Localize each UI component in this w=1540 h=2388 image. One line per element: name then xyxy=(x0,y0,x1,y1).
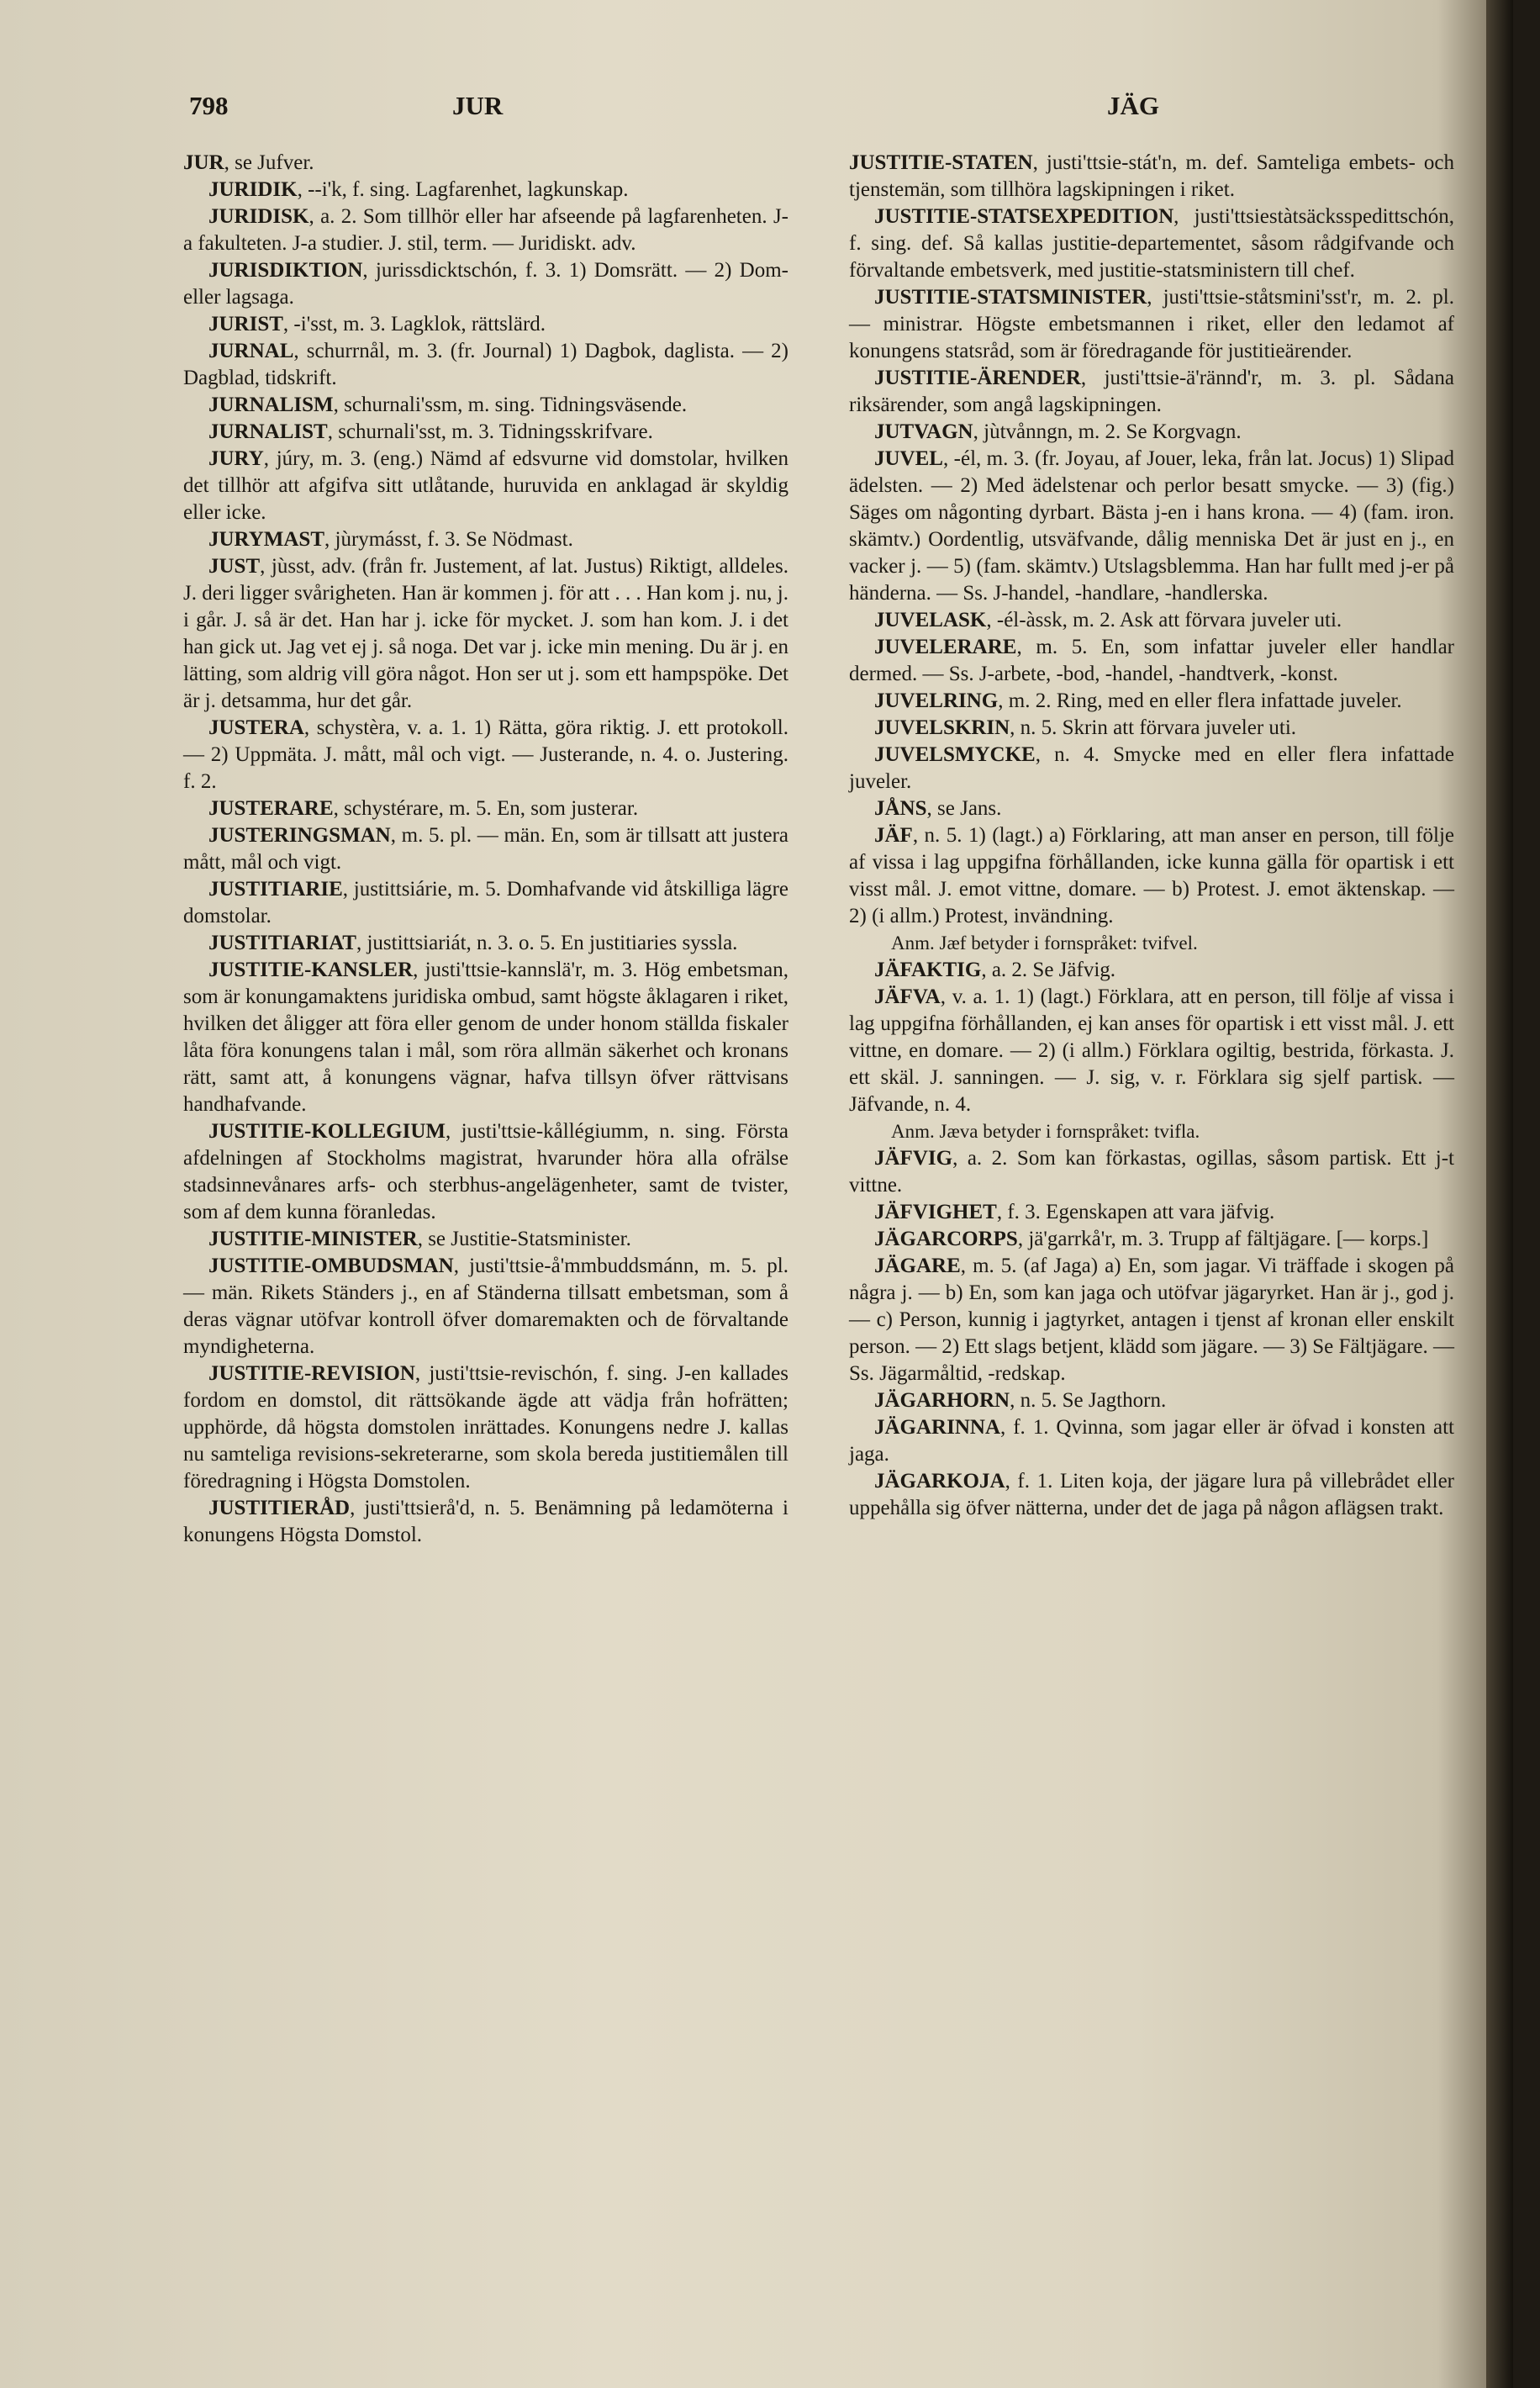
entry: JUSTITIE-REVISION, justi'ttsie-revischón, f. sing. J-en kallades fordom en domstol, dit rättsökande ägde att vädja från hofrätten; upphörde, då högsta domstolen inrättades. Konungens nedre J. kallas nu samteliga revisions-sekreterarne, som skola bereda justitiemålen till föredragning i Högsta Domstolen. xyxy=(183,1362,788,1492)
entry: JÄGARCORPS, jä'garrkå'r, m. 3. Trupp af fältjägare. [— korps.] xyxy=(874,1228,1429,1250)
left-column xyxy=(183,150,788,1549)
entry: JUSTITIE-STATEN, justi'ttsie-stát'n, m. def. Samteliga embets- och tjenstemän, som tillhöra lagskipningen i riket. xyxy=(849,151,1454,201)
entry: JUSTITIERÅD, justi'ttsierå'd, n. 5. Benämning på ledamöterna i konungens Högsta Domstol. xyxy=(183,1497,788,1546)
entry: JUSTITIE-ÄRENDER, justi'ttsie-ä'rännd'r, m. 3. pl. Sådana riksärender, som angå lagskipningen. xyxy=(849,367,1454,416)
entry: JÄFVA, v. a. 1. 1) (lagt.) Förklara, att en person, till följe af vissa i lag uppgifna förhållanden, ej kan anses för opartisk i ett visst mål. J. ett vittne, en domare. — 2) (i allm.) Förklara ogiltig, bestrida, förkasta. J. ett skäl. J. sanningen. — J. sig, v. r. Förklara sig sjelf partisk. — Jäfvande, n. 4. xyxy=(849,985,1454,1116)
right-running-head: JÄG xyxy=(1107,91,1159,120)
entry: JUSTITIE-STATSMINISTER, justi'ttsie-ståtsmini'sst'r, m. 2. pl. — ministrar. Högste embetsmannen i riket, eller den ledamot af konungens statsråd, som är föredragande för justitieärender. xyxy=(849,286,1454,362)
entry: JURNALISM, schurnali'ssm, m. sing. Tidningsväsende. xyxy=(208,394,688,416)
entry: JUSTITIE-MINISTER, se Justitie-Statsminister. xyxy=(208,1228,631,1250)
entry: JUSTITIE-OMBUDSMAN, justi'ttsie-å'mmbuddsmánn, m. 5. pl. — män. Rikets Ständers j., en af Ständerna tillsatt embetsman, som å deras vägnar utöfvar kontroll öfver domaremakten och de förvaltande myndigheterna. xyxy=(183,1255,788,1358)
book-spine-shadow xyxy=(1486,0,1513,2388)
entry: JUVELSKRIN, n. 5. Skrin att förvara juveler uti. xyxy=(874,716,1297,739)
left-running-head: JUR xyxy=(452,91,504,120)
entry: JUSTERA, schystèra, v. a. 1. 1) Rätta, göra riktig. J. ett protokoll. — 2) Uppmäta. J. mått, mål och vigt. — Justerande, n. 4. o. Justering. f. 2. xyxy=(183,716,788,793)
entry: JUVELSMYCKE, n. 4. Smycke med en eller flera infattade juveler. xyxy=(849,743,1454,793)
entry: JUSTERINGSMAN, m. 5. pl. — män. En, som är tillsatt att justera mått, mål och vigt. xyxy=(183,824,788,874)
entry: JURIST, -i'sst, m. 3. Lagklok, rättslärd. xyxy=(208,313,546,335)
entry: JÄF, n. 5. 1) (lagt.) a) Förklaring, att man anser en person, till följe af vissa i lag uppgifna förhållanden, icke kunna gälla för opartisk i ett visst mål. J. emot vittne, domare. — b) Protest. J. emot äktenskap. — 2) (i allm.) Protest, invändning. xyxy=(849,824,1454,927)
entry: JÄFVIGHET, f. 3. Egenskapen att vara jäfvig. xyxy=(874,1201,1275,1223)
entry: JUR, se Jufver. xyxy=(183,151,314,174)
entry: JÅNS, se Jans. xyxy=(874,797,1002,820)
entry: JUSTITIE-KANSLER, justi'ttsie-kannslä'r, m. 3. Hög embetsman, som är konungamaktens juridiska ombud, samt högste åklagaren i riket, hvilken det åligger att föra eller genom de under honom ställda fiskaler låta föra konungens talan i mål, som röra allmän säkerhet och kronans rätt, samt att, å konungens vägnar, hafva tillsyn öfver rättvisans handhafvande. xyxy=(183,959,788,1116)
entry: JURISDIKTION, jurissdicktschón, f. 3. 1) Domsrätt. — 2) Dom- eller lagsaga. xyxy=(183,259,788,309)
entry: JURNALIST, schurnali'sst, m. 3. Tidningsskrifvare. xyxy=(208,420,653,443)
entry: JURY, júry, m. 3. (eng.) Nämd af edsvurne vid domstolar, hvilken det tillhör att afgifva sitt utlåtande, huruvida en anklagad är skyldig eller icke. xyxy=(183,447,788,524)
entry: JURIDISK, a. 2. Som tillhör eller har afseende på lagfarenheten. J-a fakulteten. J-a studier. J. stil, term. — Juridiskt. adv. xyxy=(183,205,788,255)
entry: JUSTITIE-STATSEXPEDITION, justi'ttsiestàtsäcksspedittschón, f. sing. def. Så kallas justitie-departementet, såsom rådgifvande och förvaltande embetsverk, med justitie-statsministern till chef. xyxy=(849,205,1454,282)
entry-note: Anm. Jæva betyder i fornspråket: tvifla. xyxy=(891,1121,1200,1142)
entry: JUVELERARE, m. 5. En, som infattar juveler eller handlar dermed. — Ss. J-arbete, -bod, -handel, -handtverk, -konst. xyxy=(849,636,1454,685)
page-header xyxy=(0,91,1513,133)
entry: JÄGARE, m. 5. (af Jaga) a) En, som jagar. Vi träffade i skogen på några j. — b) En, som kan jaga och utöfvar jägaryrket. Han är j., god j. — c) Person, kunnig i jagtyrket, antagen i tjenst af kronan eller enskilt person. — 2) Ett slags betjent, klädd som jägare. — 3) Se Fältjägare. — Ss. Jägarmåltid, -redskap. xyxy=(849,1255,1454,1385)
entry: JUVEL, -él, m. 3. (fr. Joyau, af Jouer, leka, från lat. Jocus) 1) Slipad ädelsten. — 2) Med ädelstenar och perlor besatt smycke. — 3) (fig.) Säges om någonting dyrbart. Bästa j-en i hans krona. — 4) (fam. iron. skämtv.) Oordentlig, utsväfvande, dålig menniska Det är just en j., en vacker j. — 5) (fam. skämtv.) Utslagsblemma. Han har fullt med j-er på händerna. — Ss. J-handel, -handlare, -handlerska. xyxy=(849,447,1454,605)
page-number: 798 xyxy=(189,91,229,120)
entry: JÄGARKOJA, f. 1. Liten koja, der jägare lura på villebrådet eller uppehålla sig öfver nätterna, under det de jaga på någon aflägsen trakt. xyxy=(849,1470,1454,1519)
entry: JÄGARINNA, f. 1. Qvinna, som jagar eller är öfvad i konsten att jaga. xyxy=(849,1416,1454,1466)
entry: JUSTITIE-KOLLEGIUM, justi'ttsie-kållégiumm, n. sing. Första afdelningen af Stockholms magistrat, hvarunder höra alla ofrälse stadsinnevånares arfs- och sterbhus-angelägenheter, samt de tvister, som af dem kunna föranledas. xyxy=(183,1120,788,1223)
entry: JURYMAST, jùrymásst, f. 3. Se Nödmast. xyxy=(208,528,573,551)
entry: JURNAL, schurrnål, m. 3. (fr. Journal) 1) Dagbok, daglista. — 2) Dagblad, tidskrift. xyxy=(183,340,788,389)
entry: JÄGARHORN, n. 5. Se Jagthorn. xyxy=(874,1389,1167,1412)
entry-note: Anm. Jæf betyder i fornspråket: tvifvel. xyxy=(891,932,1198,954)
entry: JUST, jùsst, adv. (från fr. Justement, af lat. Justus) Riktigt, alldeles. J. deri ligger svårigheten. Han är kommen j. för att . . . Han kom j. nu, j. i går. J. så är det. Han har j. icke för mycket. J. som han kom. J. i det han gick ut. Jag vet ej j. så noga. Det var j. icke min mening. Du är j. en lätting, som aldrig vill göra något. Hon ser ut j. som ett hampspöke. Det är j. detsamma, hur det går. xyxy=(183,555,788,712)
entry: JURIDIK, --i'k, f. sing. Lagfarenhet, lagkunskap. xyxy=(208,178,629,201)
entry: JÄFAKTIG, a. 2. Se Jäfvig. xyxy=(874,959,1116,981)
entry: JUSTITIARIAT, justittsiariát, n. 3. o. 5. En justitiaries syssla. xyxy=(208,932,738,954)
entry: JUVELASK, -él-àssk, m. 2. Ask att förvara juveler uti. xyxy=(874,609,1342,631)
right-column xyxy=(849,150,1454,1522)
entry: JUVELRING, m. 2. Ring, med en eller flera infattade juveler. xyxy=(874,689,1402,712)
entry: JÄFVIG, a. 2. Som kan förkastas, ogillas, såsom partisk. Ett j-t vittne. xyxy=(849,1147,1454,1197)
entry: JUTVAGN, jùtvånngn, m. 2. Se Korgvagn. xyxy=(874,420,1242,443)
entry: JUSTERARE, schystérare, m. 5. En, som justerar. xyxy=(208,797,639,820)
entry: JUSTITIARIE, justittsiárie, m. 5. Domhafvande vid åtskilliga lägre domstolar. xyxy=(183,878,788,927)
